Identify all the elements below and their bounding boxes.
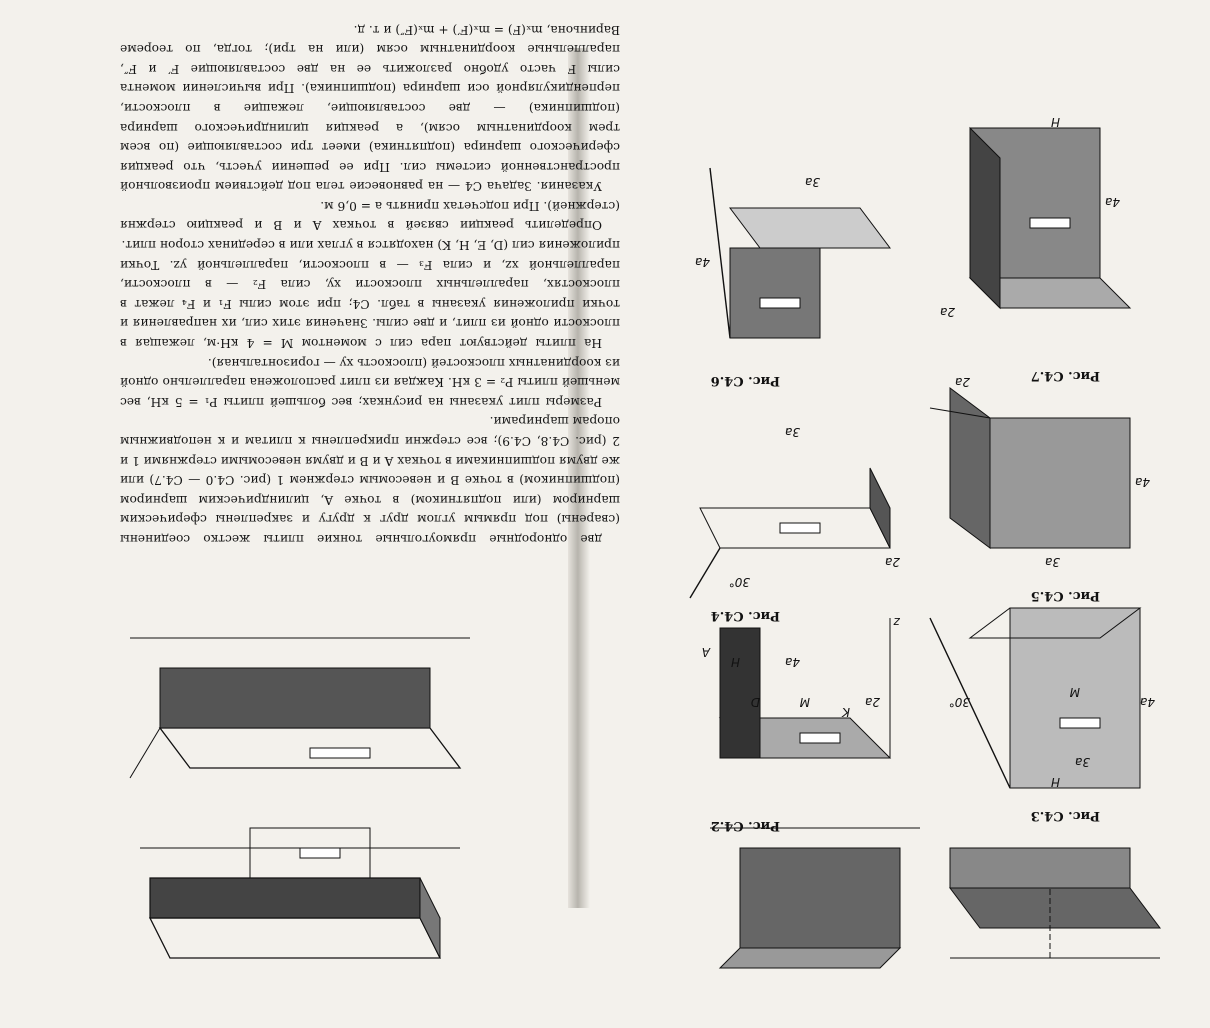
- figure-c4-6: [680, 144, 910, 368]
- label-4a: 4a: [1105, 195, 1120, 209]
- label-m: M: [799, 695, 810, 709]
- label-a: A: [701, 645, 710, 659]
- caption-fig-c4-4: Рис. C4.4: [710, 608, 780, 623]
- figure-c4-0: [130, 784, 480, 978]
- label-3a: 3a: [1075, 755, 1090, 769]
- figure-c4-5: [920, 364, 1170, 578]
- label-4a: 4a: [1135, 475, 1150, 489]
- figure-c4-4: [680, 404, 910, 608]
- caption-fig-c4-7: Рис. C4.7: [1030, 368, 1100, 383]
- figure-c4-7: [920, 104, 1170, 348]
- paragraph-4: Определить реакции связей в точках A и B и реакцию стержня (стержней). При подсчетах принять a = 0,6 м.: [120, 198, 620, 233]
- label-3a: 3a: [1045, 555, 1060, 569]
- caption-fig-c4-6: Рис. C4.6: [710, 373, 780, 388]
- label-m: M: [1069, 685, 1080, 699]
- label-h: H: [730, 655, 740, 669]
- paragraph-2: Размеры плит указаны на рисунках; вес большей плиты P₁ = 5 кН, вес меньшей плиты P₂ = 3 кН. Каждая из плит расположена параллельно одной из координатных плоскостей (плоскость xy — горизонтальная).: [120, 355, 620, 409]
- label-30: 30°: [948, 695, 970, 709]
- figure-c4-2: [680, 604, 910, 798]
- paragraph-5: Указания. Задача C4 — на равновесие тела под действием произвольной пространственной системы сил. При ее решении учесть, что реакция сферического шарнира (подпятника) имеет три составляющие (по всем трем координатным осям), а реакция цилиндрического шарнира (подшипника) — две составляющие, лежащие в плоскости, перпендикулярной оси шарнира (подшипника). При вычислении момента силы F часто удобно разложить ее на две составляющие F′ и F″, параллельные координатным осям (или на три); тогда, по теореме Вариньона, mₓ(F) = mₓ(F′) + mₓ(F″) и т. д.: [120, 22, 620, 194]
- figure-c4-3: [920, 574, 1170, 818]
- label-2a: 2a: [940, 305, 955, 319]
- label-4a: 4a: [1140, 695, 1155, 709]
- paragraph-3: На плиты действуют пара сил с моментом M = 4 кН·м, лежащая в плоскости одной из плит, и две силы. Значения этих сил, их направления и точки приложения указаны в табл. C4; при этом силы F₁ и F₄ лежат в плоскостях, параллельных плоскости xy, сила F₂ — в плоскости, параллельной xz, и сила F₃ — в плоскости, параллельной yz. Точки приложения сил (D, E, H, K) находятся в углах или в серединах сторон плит.: [120, 238, 620, 351]
- label-2a: 2a: [885, 555, 900, 569]
- problem-text: [120, 19, 620, 548]
- paragraph-1: две однородные прямоугольные тонкие плиты жестко соединены (сварены) под прямым углом друг к другу и закреплены сферическим шарниром (или подпятником) в точке A, цилиндрическим шарниром (подшипником) в точке B и невесомым стержнем 1 (рис. C4.0 — C4.7) или же двумя подшипниками в точках A и B и двумя невесомыми стержнями 1 и 2 (рис. C4.8, C4.9); все стержни прикреплены к плитам и к неподвижным опорам шарнирами.: [120, 414, 620, 546]
- label-3a: 3a: [785, 425, 800, 439]
- label-h: H: [1050, 775, 1060, 789]
- caption-fig-c4-5: Рис. C4.5: [1030, 588, 1100, 603]
- label-3a: 3a: [805, 175, 820, 189]
- label-h: H: [1050, 115, 1060, 129]
- label-4a: 4a: [695, 255, 710, 269]
- caption-fig-c4-3: Рис. C4.3: [1030, 808, 1100, 823]
- label-30: 30°: [728, 575, 750, 589]
- label-2a: 2a: [955, 375, 970, 389]
- figure-c4-1: [110, 614, 490, 798]
- label-k: K: [842, 705, 850, 719]
- label-2a: 2a: [865, 695, 880, 709]
- caption-fig-c4-2: Рис. C4.2: [710, 818, 780, 833]
- label-z: z: [893, 615, 900, 629]
- label-d: D: [750, 695, 760, 709]
- figure-c4-8: [940, 794, 1180, 988]
- label-4a: 4a: [785, 655, 800, 669]
